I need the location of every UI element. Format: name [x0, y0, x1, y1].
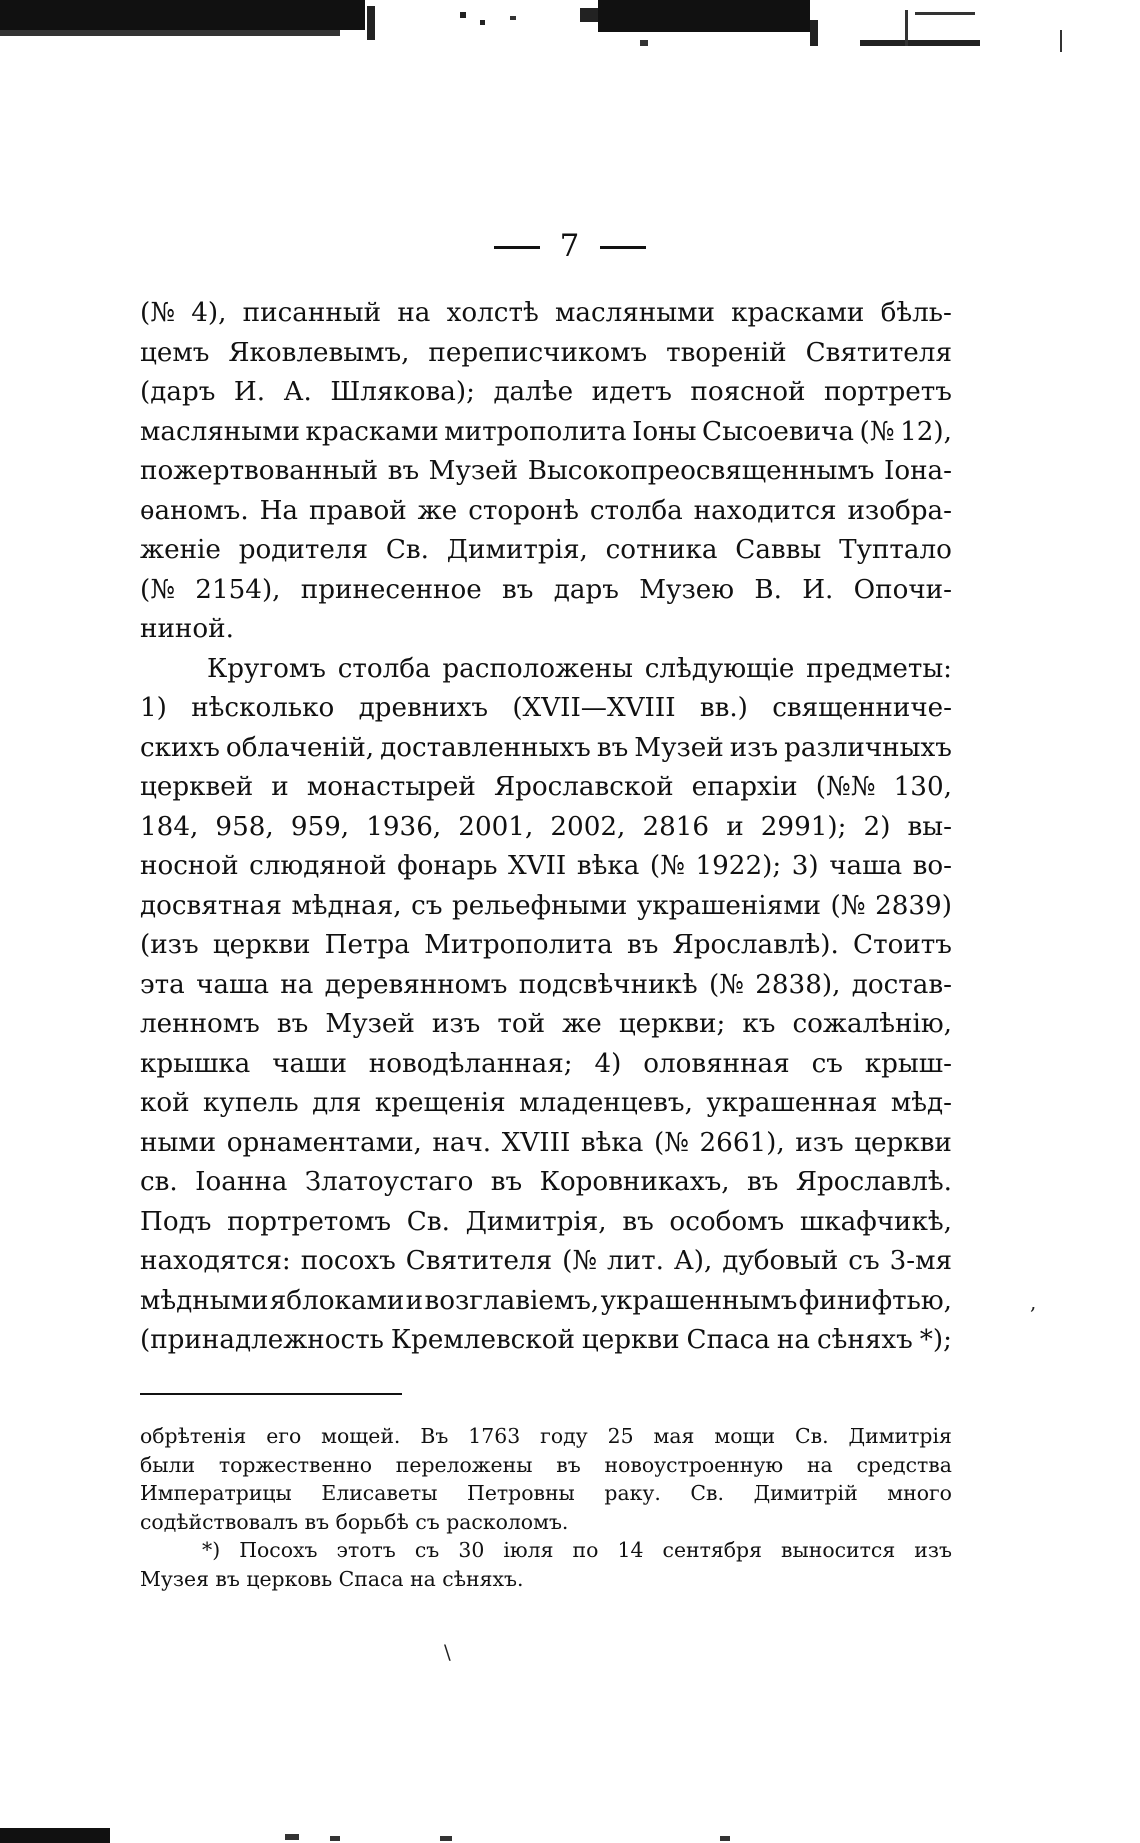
- text-line: мѣдными яблоками и возглавіемъ, украшеннымъ финифтью,: [140, 1285, 952, 1316]
- text-line: Подъ портретомъ Св. Димитрія, въ особомъ шкафчикѣ,: [140, 1206, 952, 1237]
- text-line: св. Іоанна Златоустаго въ Коровникахъ, въ Ярославлѣ.: [140, 1167, 952, 1197]
- text-line: (принадлежность Кремлевской церкви Спаса на сѣняхъ *);: [140, 1325, 952, 1355]
- text-line: крышка чаши новодѣланная; 4) оловянная съ крыш-: [140, 1048, 952, 1079]
- text-line: (№ 2154), принесенное въ даръ Музею В. И. Опочи-: [140, 574, 952, 605]
- text-line: цемъ Яковлевымъ, переписчикомъ твореній Святителя: [140, 337, 952, 368]
- footnotes: [140, 1422, 952, 1593]
- page-number-value: 7: [559, 228, 581, 264]
- main-text: [140, 294, 952, 1361]
- text-line: находятся: посохъ Святителя (№ лит. А), дубовый съ 3-мя: [140, 1246, 952, 1276]
- text-line: ѳаномъ. На правой же сторонѣ столба находится изобра-: [140, 495, 952, 526]
- text-line: пожертвованный въ Музей Высокопреосвященнымъ Іона-: [140, 456, 952, 486]
- text-line: 1) нѣсколько древнихъ (XVII—XVIII вв.) священниче-: [140, 693, 952, 723]
- footnote-line: Императрицы Елисаветы Петровны раку. Св. Димитрій много: [140, 1481, 952, 1505]
- footnote-line: были торжественно переложены въ новоустроенную на средства: [140, 1452, 952, 1477]
- scan-bottom-edge-marks: [0, 1800, 1140, 1843]
- text-line: кой купель для крещенія младенцевъ, украшенная мѣд-: [140, 1088, 952, 1118]
- footnote-line: содѣйствовалъ въ борьбѣ съ расколомъ.: [140, 1509, 569, 1534]
- text-line: церквей и монастырей Ярославской епархіи (№№ 130,: [140, 772, 952, 802]
- text-line: женіе родителя Св. Димитрія, сотника Саввы Туптало: [140, 535, 952, 565]
- text-line: (даръ И. А. Шлякова); далѣе идетъ поясной портретъ: [140, 377, 952, 407]
- text-line: 184, 958, 959, 1936, 2001, 2002, 2816 и 2991); 2) вы-: [140, 811, 952, 842]
- footnote-line: *) Посохъ этотъ съ 30 іюля по 14 сентября выносится изъ: [202, 1538, 952, 1562]
- scan-top-edge-marks: [0, 0, 1140, 60]
- text-line: ленномъ въ Музей изъ той же церкви; къ сожалѣнію,: [140, 1009, 952, 1039]
- text-line: скихъ облаченій, доставленныхъ въ Музей изъ различныхъ: [140, 732, 952, 763]
- scan-speck: \: [444, 1640, 451, 1664]
- text-line: ниной.: [140, 614, 234, 644]
- text-line: Кругомъ столба расположены слѣдующіе предметы:: [207, 653, 952, 684]
- text-line: носной слюдяной фонарь XVII вѣка (№ 1922); 3) чаша во-: [140, 851, 952, 881]
- text-line: ными орнаментами, нач. XVIII вѣка (№ 2661), изъ церкви: [140, 1127, 952, 1158]
- footnote-line: Музея въ церковь Спаса на сѣняхъ.: [140, 1566, 524, 1591]
- text-line: досвятная мѣдная, съ рельефными украшеніями (№ 2839): [140, 890, 952, 921]
- page-number-dash-right: [600, 246, 646, 249]
- scan-speck: ,: [1030, 1290, 1037, 1314]
- page-number-dash-left: [494, 246, 540, 249]
- text-line: эта чаша на деревянномъ подсвѣчникѣ (№ 2838), достав-: [140, 969, 952, 1000]
- footnote-separator: [140, 1393, 402, 1395]
- text-line: (изъ церкви Петра Митрополита въ Ярославлѣ). Стоитъ: [140, 930, 952, 960]
- footnote-line: обрѣтенія его мощей. Въ 1763 году 25 мая мощи Св. Димитрія: [140, 1424, 952, 1448]
- page-number: [0, 228, 1140, 264]
- text-line: масляными красками митрополита Іоны Сысоевича (№ 12),: [140, 416, 952, 447]
- text-line: (№ 4), писанный на холстѣ масляными красками бѣль-: [140, 298, 952, 328]
